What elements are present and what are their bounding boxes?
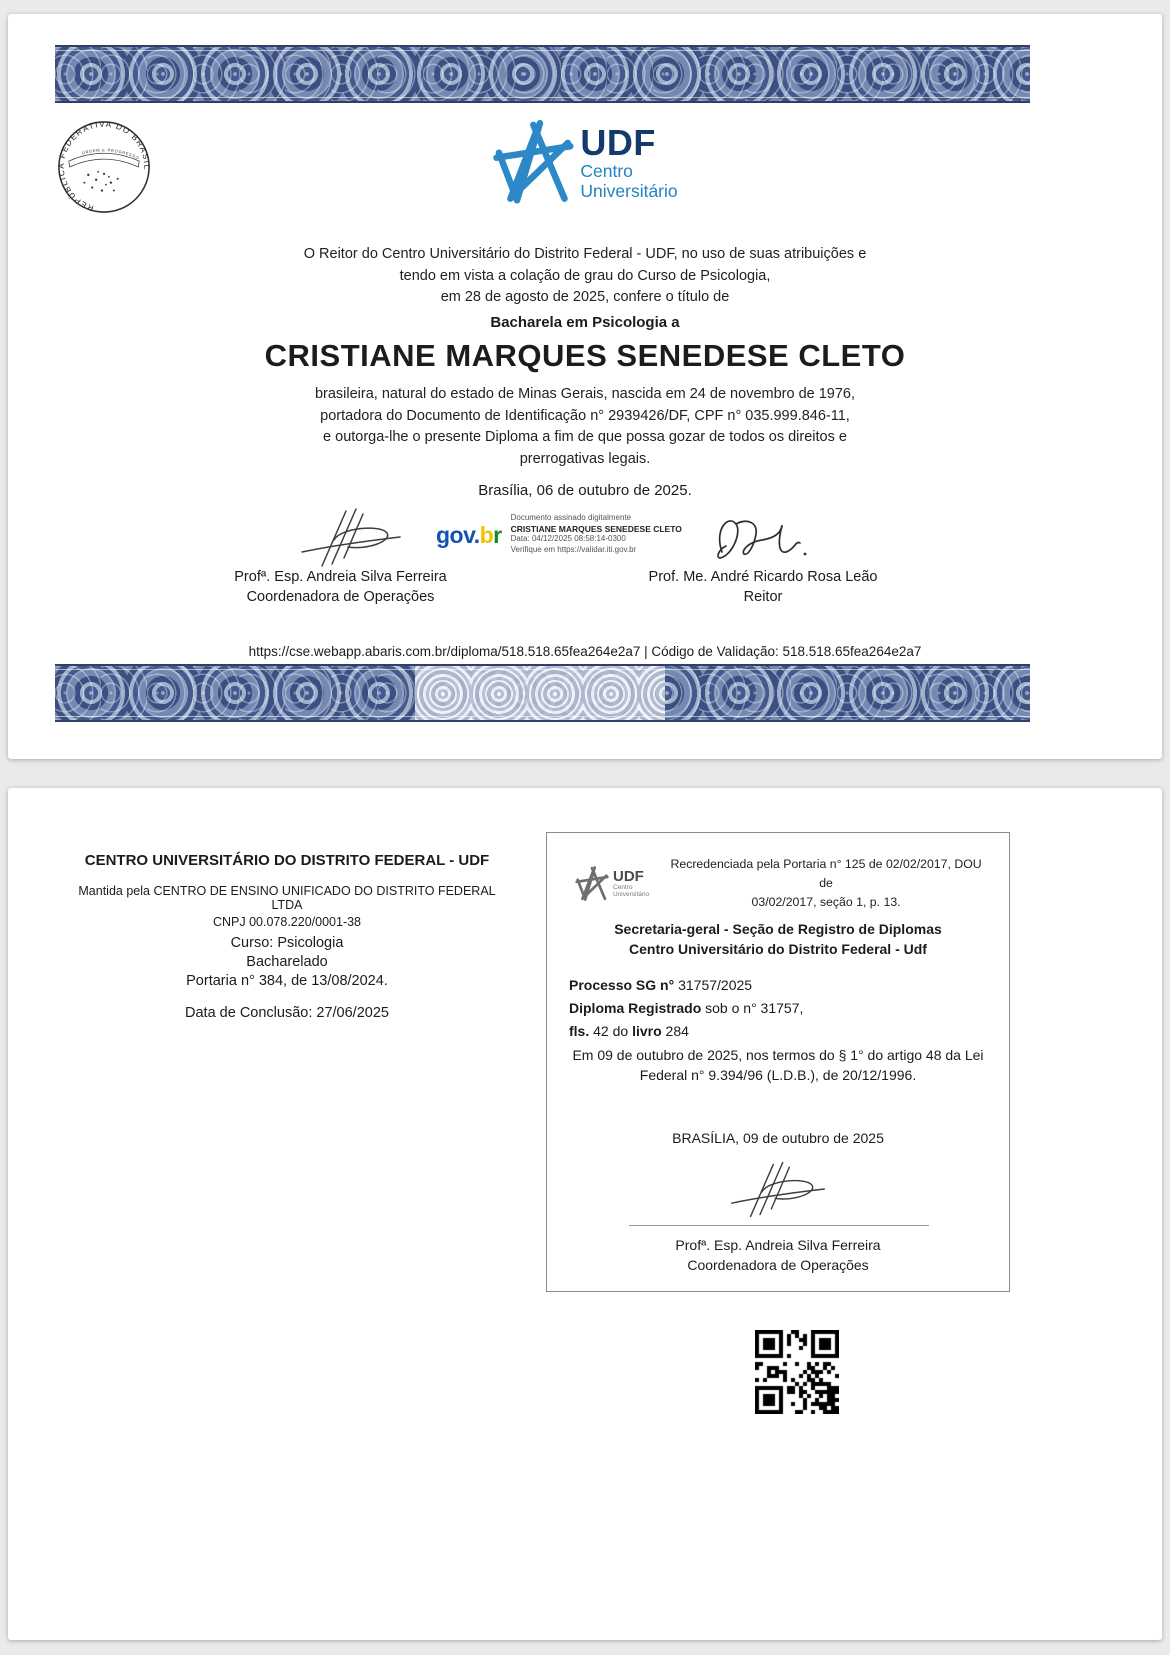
book-value: 284	[661, 1023, 689, 1039]
qr-code	[755, 1330, 839, 1414]
accreditation-line-1: Recredenciada pela Portaria n° 125 de 02/02/2017, DOU de	[670, 857, 982, 890]
signature-rule	[629, 1225, 929, 1226]
coordinator-signature-scribble	[296, 506, 406, 568]
degree-type: Bacharelado	[246, 954, 328, 970]
legal-terms-line-2: Federal n° 9.394/96 (L.D.B.), de 20/12/1996.	[639, 1067, 917, 1083]
govbr-digital-signature	[436, 513, 682, 555]
intro-line-2: tendo em vista a colação de grau do Curso de Psicologia,	[399, 267, 771, 284]
folio-label: fls.	[569, 1023, 590, 1039]
registry-dept-line-2: Centro Universitário do Distrito Federal - Udf	[629, 941, 927, 957]
registry-signature-scribble	[726, 1159, 830, 1219]
udf-logo-small	[575, 866, 649, 902]
completion-date: Data de Conclusão: 27/06/2025	[185, 1005, 389, 1021]
graduate-details	[8, 384, 1162, 470]
registered-value: sob o n° 31757,	[701, 1000, 804, 1016]
registry-box-header	[575, 855, 989, 912]
process-line	[569, 974, 803, 997]
issue-date: Brasília, 06 de outubro de 2025.	[478, 482, 692, 499]
govbr-logo-gov: gov	[436, 522, 474, 548]
course-name: Curso: Psicologia	[230, 935, 344, 951]
diploma-back-page	[8, 788, 1162, 1640]
seal-stars	[83, 171, 118, 192]
rector-signature-block	[608, 567, 918, 607]
guilloche-watermark-circles	[415, 666, 665, 720]
validation-url-line: https://cse.webapp.abaris.com.br/diploma/518.518.65fea264e2a7 | Código de Validação: 518.518.65fea264e2a7	[248, 644, 922, 659]
details-line-3: e outorga-lhe o presente Diploma a fim de que possa gozar de todos os direitos e	[323, 429, 847, 445]
intro-paragraph	[8, 244, 1162, 309]
coordinator-role: Coordenadora de Operações	[246, 589, 435, 605]
udf-star-icon	[492, 120, 574, 206]
legal-terms	[547, 1045, 1009, 1085]
book-label: livro	[632, 1023, 662, 1039]
course-ordinance: Portaria n° 384, de 13/08/2024.	[186, 973, 388, 989]
republic-seal	[55, 118, 153, 216]
registry-dept-line-1: Secretaria-geral - Seção de Registro de Diplomas	[614, 921, 942, 937]
institution-title: CENTRO UNIVERSITÁRIO DO DISTRITO FEDERAL - UDF	[84, 852, 490, 869]
accreditation-text	[663, 855, 989, 912]
registry-signer-role: Coordenadora de Operações	[687, 1257, 869, 1273]
registry-signer-block	[547, 1235, 1009, 1275]
seal-ring-text: REPÚBLICA FEDERATIVA DO BRASIL	[56, 119, 152, 213]
digital-signature-date: Data: 04/12/2025 08:58:14-0300	[510, 534, 626, 543]
digital-signature-signer: CRISTIANE MARQUES SENEDESE CLETO	[510, 523, 682, 534]
govbr-logo-b: b	[479, 522, 494, 548]
registry-city-date: BRASÍLIA, 09 de outubro de 2025	[672, 1130, 884, 1146]
guilloche-border-top	[55, 45, 1030, 103]
registry-department	[547, 919, 1009, 959]
digital-signature-verify-url: Verifique em https://validar.iti.gov.br	[510, 544, 637, 554]
process-value: 31757/2025	[674, 977, 753, 993]
udf-sub1-small: Centro	[613, 883, 633, 891]
coordinator-name: Profª. Esp. Andreia Silva Ferreira	[234, 569, 447, 585]
details-line-2: portadora do Documento de Identificação n° 2939426/DF, CPF n° 035.999.846-11,	[320, 407, 850, 424]
degree-title: Bacharela em Psicologia a	[490, 314, 680, 331]
rector-name: Prof. Me. André Ricardo Rosa Leão	[648, 569, 878, 585]
coordinator-signature-block	[198, 567, 483, 607]
diploma-front-page	[8, 14, 1162, 759]
udf-sub2-small: Universitário	[613, 891, 650, 898]
institution-maintainer: Mantida pela CENTRO DE ENSINO UNIFICADO DO DISTRITO FEDERAL LTDA	[78, 884, 496, 912]
folio-line	[569, 1020, 803, 1043]
rector-signature-scribble	[708, 510, 818, 568]
govbr-logo	[436, 524, 502, 547]
guilloche-border-bottom	[55, 664, 1030, 722]
udf-sub-line2: Universitário	[580, 181, 678, 201]
udf-star-icon-gray	[575, 866, 609, 902]
rector-role: Reitor	[743, 589, 783, 605]
details-line-1: brasileira, natural do estado de Minas Gerais, nascida em 24 de novembro de 1976,	[314, 386, 856, 402]
folio-mid: 42 do	[589, 1023, 633, 1039]
graduate-name: CRISTIANE MARQUES SENEDESE CLETO	[264, 338, 906, 373]
intro-line-1: O Reitor do Centro Universitário do Distrito Federal - UDF, no uso de suas atribuições e	[303, 246, 867, 262]
process-label: Processo SG n°	[569, 977, 675, 993]
intro-line-3: em 28 de agosto de 2025, confere o título de	[440, 289, 730, 305]
seal-banner-text: ORDEM E PROGRESSO	[81, 147, 141, 161]
govbr-logo-r: r	[493, 522, 502, 548]
accreditation-line-2: 03/02/2017, seção 1, p. 13.	[751, 895, 901, 909]
udf-logo	[492, 120, 677, 206]
udf-acronym-small: UDF	[613, 867, 644, 885]
legal-terms-line-1: Em 09 de outubro de 2025, nos termos do § 1° do artigo 48 da Lei	[572, 1047, 984, 1063]
govbr-logo-dot: .	[473, 522, 480, 548]
udf-acronym: UDF	[580, 122, 656, 163]
digital-signature-caption: Documento assinado digitalmente	[510, 513, 632, 522]
registered-line	[569, 997, 803, 1020]
registry-signer-name: Profª. Esp. Andreia Silva Ferreira	[675, 1237, 881, 1253]
registry-box	[546, 832, 1010, 1292]
details-line-4: prerrogativas legais.	[519, 450, 651, 467]
institution-cnpj: CNPJ 00.078.220/0001-38	[212, 915, 362, 929]
udf-sub-line1: Centro	[580, 161, 633, 181]
registration-details	[569, 974, 803, 1043]
registered-label: Diploma Registrado	[569, 1000, 702, 1016]
